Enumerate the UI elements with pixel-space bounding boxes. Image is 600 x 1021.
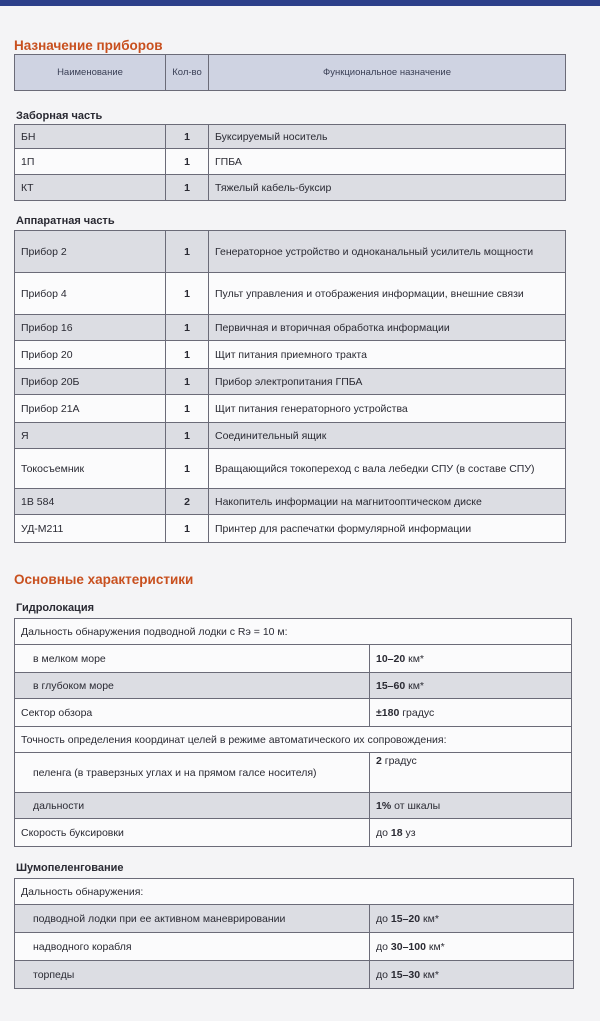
table-row <box>15 273 566 315</box>
cell-label: Дальность обнаружения подводной лодки с Rэ = 10 м: <box>15 619 572 645</box>
cell-func: Вращающийся токопереход с вала лебедки СПУ (в составе СПУ) <box>209 449 566 489</box>
cell-qty: 1 <box>166 315 209 341</box>
cell-qty: 1 <box>166 449 209 489</box>
table-row <box>15 395 566 423</box>
table-row <box>15 175 566 201</box>
cell-label: Сектор обзора <box>15 699 370 727</box>
cell-label: Дальность обнаружения: <box>15 879 574 905</box>
section-title-devices: Назначение приборов <box>14 38 163 53</box>
cell-func: Прибор электропитания ГПБА <box>209 369 566 395</box>
cell-func: Щит питания генераторного устройства <box>209 395 566 423</box>
cell-value: 15–60 км* <box>370 673 572 699</box>
sonar-table <box>14 618 572 847</box>
cell-label: в мелком море <box>15 645 370 673</box>
group-title-hardware: Аппаратная часть <box>16 215 115 227</box>
col-header-func: Функциональное назначение <box>209 55 566 91</box>
cell-qty: 1 <box>166 273 209 315</box>
table-row <box>15 619 572 645</box>
group-title-intake: Заборная часть <box>16 110 103 122</box>
cell-func: Тяжелый кабель-буксир <box>209 175 566 201</box>
table-row <box>15 905 574 933</box>
table-row <box>15 423 566 449</box>
table-row <box>15 961 574 989</box>
cell-label: пеленга (в траверзных углах и на прямом галсе носителя) <box>15 753 370 793</box>
cell-name: 1В 584 <box>15 489 166 515</box>
table-row <box>15 369 566 395</box>
cell-qty: 1 <box>166 149 209 175</box>
cell-name: БН <box>15 125 166 149</box>
cell-label: торпеды <box>15 961 370 989</box>
cell-value: до 30–100 км* <box>370 933 574 961</box>
table-row <box>15 727 572 753</box>
cell-name: УД-М211 <box>15 515 166 543</box>
cell-name: 1П <box>15 149 166 175</box>
cell-name: Прибор 2 <box>15 231 166 273</box>
cell-qty: 1 <box>166 515 209 543</box>
table-row <box>15 673 572 699</box>
noise-table <box>14 878 574 989</box>
cell-func: Щит питания приемного тракта <box>209 341 566 369</box>
cell-func: Пульт управления и отображения информации, внешние связи <box>209 273 566 315</box>
cell-value: до 15–20 км* <box>370 905 574 933</box>
top-accent-bar <box>0 0 600 6</box>
table-row <box>15 645 572 673</box>
cell-func: ГПБА <box>209 149 566 175</box>
cell-name: Прибор 20 <box>15 341 166 369</box>
cell-qty: 1 <box>166 175 209 201</box>
table-row <box>15 489 566 515</box>
cell-value: ±180 градус <box>370 699 572 727</box>
cell-value: 10–20 км* <box>370 645 572 673</box>
cell-qty: 1 <box>166 341 209 369</box>
table-row <box>15 819 572 847</box>
cell-label: подводной лодки при ее активном маневрировании <box>15 905 370 933</box>
cell-name: Прибор 20Б <box>15 369 166 395</box>
devices-header-table <box>14 54 566 91</box>
cell-qty: 1 <box>166 423 209 449</box>
table-row <box>15 125 566 149</box>
table-row <box>15 315 566 341</box>
cell-qty: 2 <box>166 489 209 515</box>
cell-func: Принтер для распечатки формулярной информации <box>209 515 566 543</box>
table-row <box>15 449 566 489</box>
table-row <box>15 933 574 961</box>
table-row <box>15 231 566 273</box>
cell-name: Прибор 16 <box>15 315 166 341</box>
cell-func: Буксируемый носитель <box>209 125 566 149</box>
hardware-table <box>14 230 566 543</box>
cell-name: Прибор 4 <box>15 273 166 315</box>
group-title-noise: Шумопеленгование <box>16 862 124 874</box>
cell-label: Точность определения координат целей в режиме автоматического их сопровождения: <box>15 727 572 753</box>
cell-value: 2 градус <box>370 753 572 793</box>
table-row <box>15 793 572 819</box>
group-title-sonar: Гидролокация <box>16 602 94 614</box>
cell-label: дальности <box>15 793 370 819</box>
cell-label: в глубоком море <box>15 673 370 699</box>
table-row <box>15 879 574 905</box>
cell-value: до 18 уз <box>370 819 572 847</box>
table-row <box>15 753 572 793</box>
cell-func: Генераторное устройство и одноканальный усилитель мощности <box>209 231 566 273</box>
cell-label: надводного корабля <box>15 933 370 961</box>
table-row <box>15 341 566 369</box>
intake-table <box>14 124 566 201</box>
cell-name: Прибор 21А <box>15 395 166 423</box>
cell-qty: 1 <box>166 395 209 423</box>
cell-name: Токосъемник <box>15 449 166 489</box>
cell-qty: 1 <box>166 125 209 149</box>
col-header-name: Наименование <box>15 55 166 91</box>
cell-func: Первичная и вторичная обработка информации <box>209 315 566 341</box>
cell-label: Скорость буксировки <box>15 819 370 847</box>
table-row <box>15 699 572 727</box>
cell-func: Соединительный ящик <box>209 423 566 449</box>
table-row <box>15 515 566 543</box>
cell-value: 1% от шкалы <box>370 793 572 819</box>
cell-qty: 1 <box>166 369 209 395</box>
cell-qty: 1 <box>166 231 209 273</box>
col-header-qty: Кол-во <box>166 55 209 91</box>
section-title-characteristics: Основные характеристики <box>14 572 194 587</box>
cell-name: Я <box>15 423 166 449</box>
cell-name: КТ <box>15 175 166 201</box>
table-row <box>15 149 566 175</box>
cell-value: до 15–30 км* <box>370 961 574 989</box>
cell-func: Накопитель информации на магнитооптическом диске <box>209 489 566 515</box>
